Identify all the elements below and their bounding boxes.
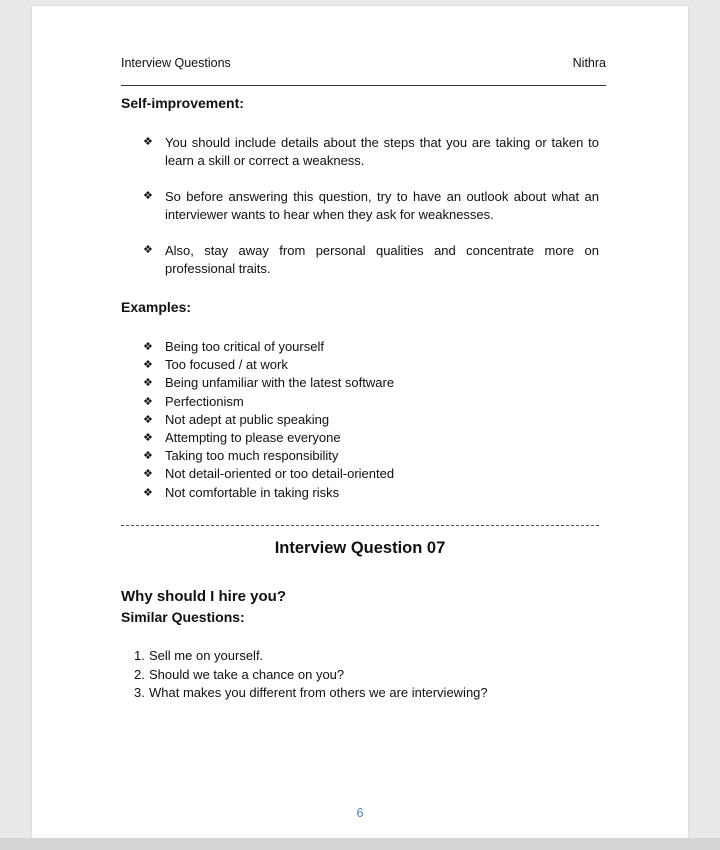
self-improvement-list xyxy=(143,134,599,296)
list-item: ❖ You should include details about the steps that you are taking or taken to learn a skill or correct a weakness. xyxy=(143,135,599,168)
header-title: Interview Questions xyxy=(121,56,231,70)
list-item: ❖ Being too critical of yourself xyxy=(143,338,599,356)
diamond-bullet-icon: ❖ xyxy=(143,468,153,481)
list-item: ❖ Also, stay away from personal qualities and concentrate more on professional traits. xyxy=(143,243,599,276)
viewer-bottom-edge xyxy=(0,838,720,850)
page-header xyxy=(121,56,606,70)
diamond-bullet-icon: ❖ xyxy=(143,450,153,463)
similar-questions-list xyxy=(134,647,488,703)
examples-heading: Examples: xyxy=(121,299,192,315)
diamond-bullet-icon: ❖ xyxy=(143,359,153,372)
diamond-bullet-icon: ❖ xyxy=(143,190,153,202)
diamond-bullet-icon: ❖ xyxy=(143,486,153,499)
diamond-bullet-icon: ❖ xyxy=(143,432,153,445)
diamond-bullet-icon: ❖ xyxy=(143,136,153,148)
diamond-bullet-icon: ❖ xyxy=(143,413,153,426)
list-item: ❖ Not comfortable in taking risks xyxy=(143,484,599,502)
list-item: ❖ Attempting to please everyone xyxy=(143,429,599,447)
list-item: ❖ Being unfamiliar with the latest software xyxy=(143,374,599,392)
question-title: Interview Question 07 xyxy=(274,539,446,557)
list-item: ❖ So before answering this question, try to have an outlook about what an interviewer wants to hear when they ask for weaknesses. xyxy=(143,189,599,222)
header-brand: Nithra xyxy=(572,56,606,70)
diamond-bullet-icon: ❖ xyxy=(143,244,153,256)
question-text: Why should I hire you? xyxy=(121,588,286,605)
diamond-bullet-icon: ❖ xyxy=(143,341,153,353)
document-page xyxy=(32,6,688,838)
examples-list xyxy=(143,338,599,502)
list-item: ❖ Taking too much responsibility xyxy=(143,447,599,465)
list-item: 2. Should we take a chance on you? xyxy=(134,666,345,682)
list-item: ❖ Too focused / at work xyxy=(143,356,599,374)
list-item: ❖ Perfectionism xyxy=(143,393,599,411)
header-divider xyxy=(121,85,606,86)
diamond-bullet-icon: ❖ xyxy=(143,377,153,390)
list-item: 1. Sell me on yourself. xyxy=(134,648,264,663)
page-number: 6 xyxy=(356,806,364,820)
list-item: ❖ Not adept at public speaking xyxy=(143,411,599,429)
self-improvement-heading: Self-improvement: xyxy=(121,95,244,111)
diamond-bullet-icon: ❖ xyxy=(143,395,153,408)
section-divider xyxy=(121,525,599,526)
list-item: ❖ Not detail-oriented or too detail-oriented xyxy=(143,465,599,483)
list-item: 3. What makes you different from others we are interviewing? xyxy=(134,685,488,700)
similar-questions-heading: Similar Questions: xyxy=(121,609,245,625)
